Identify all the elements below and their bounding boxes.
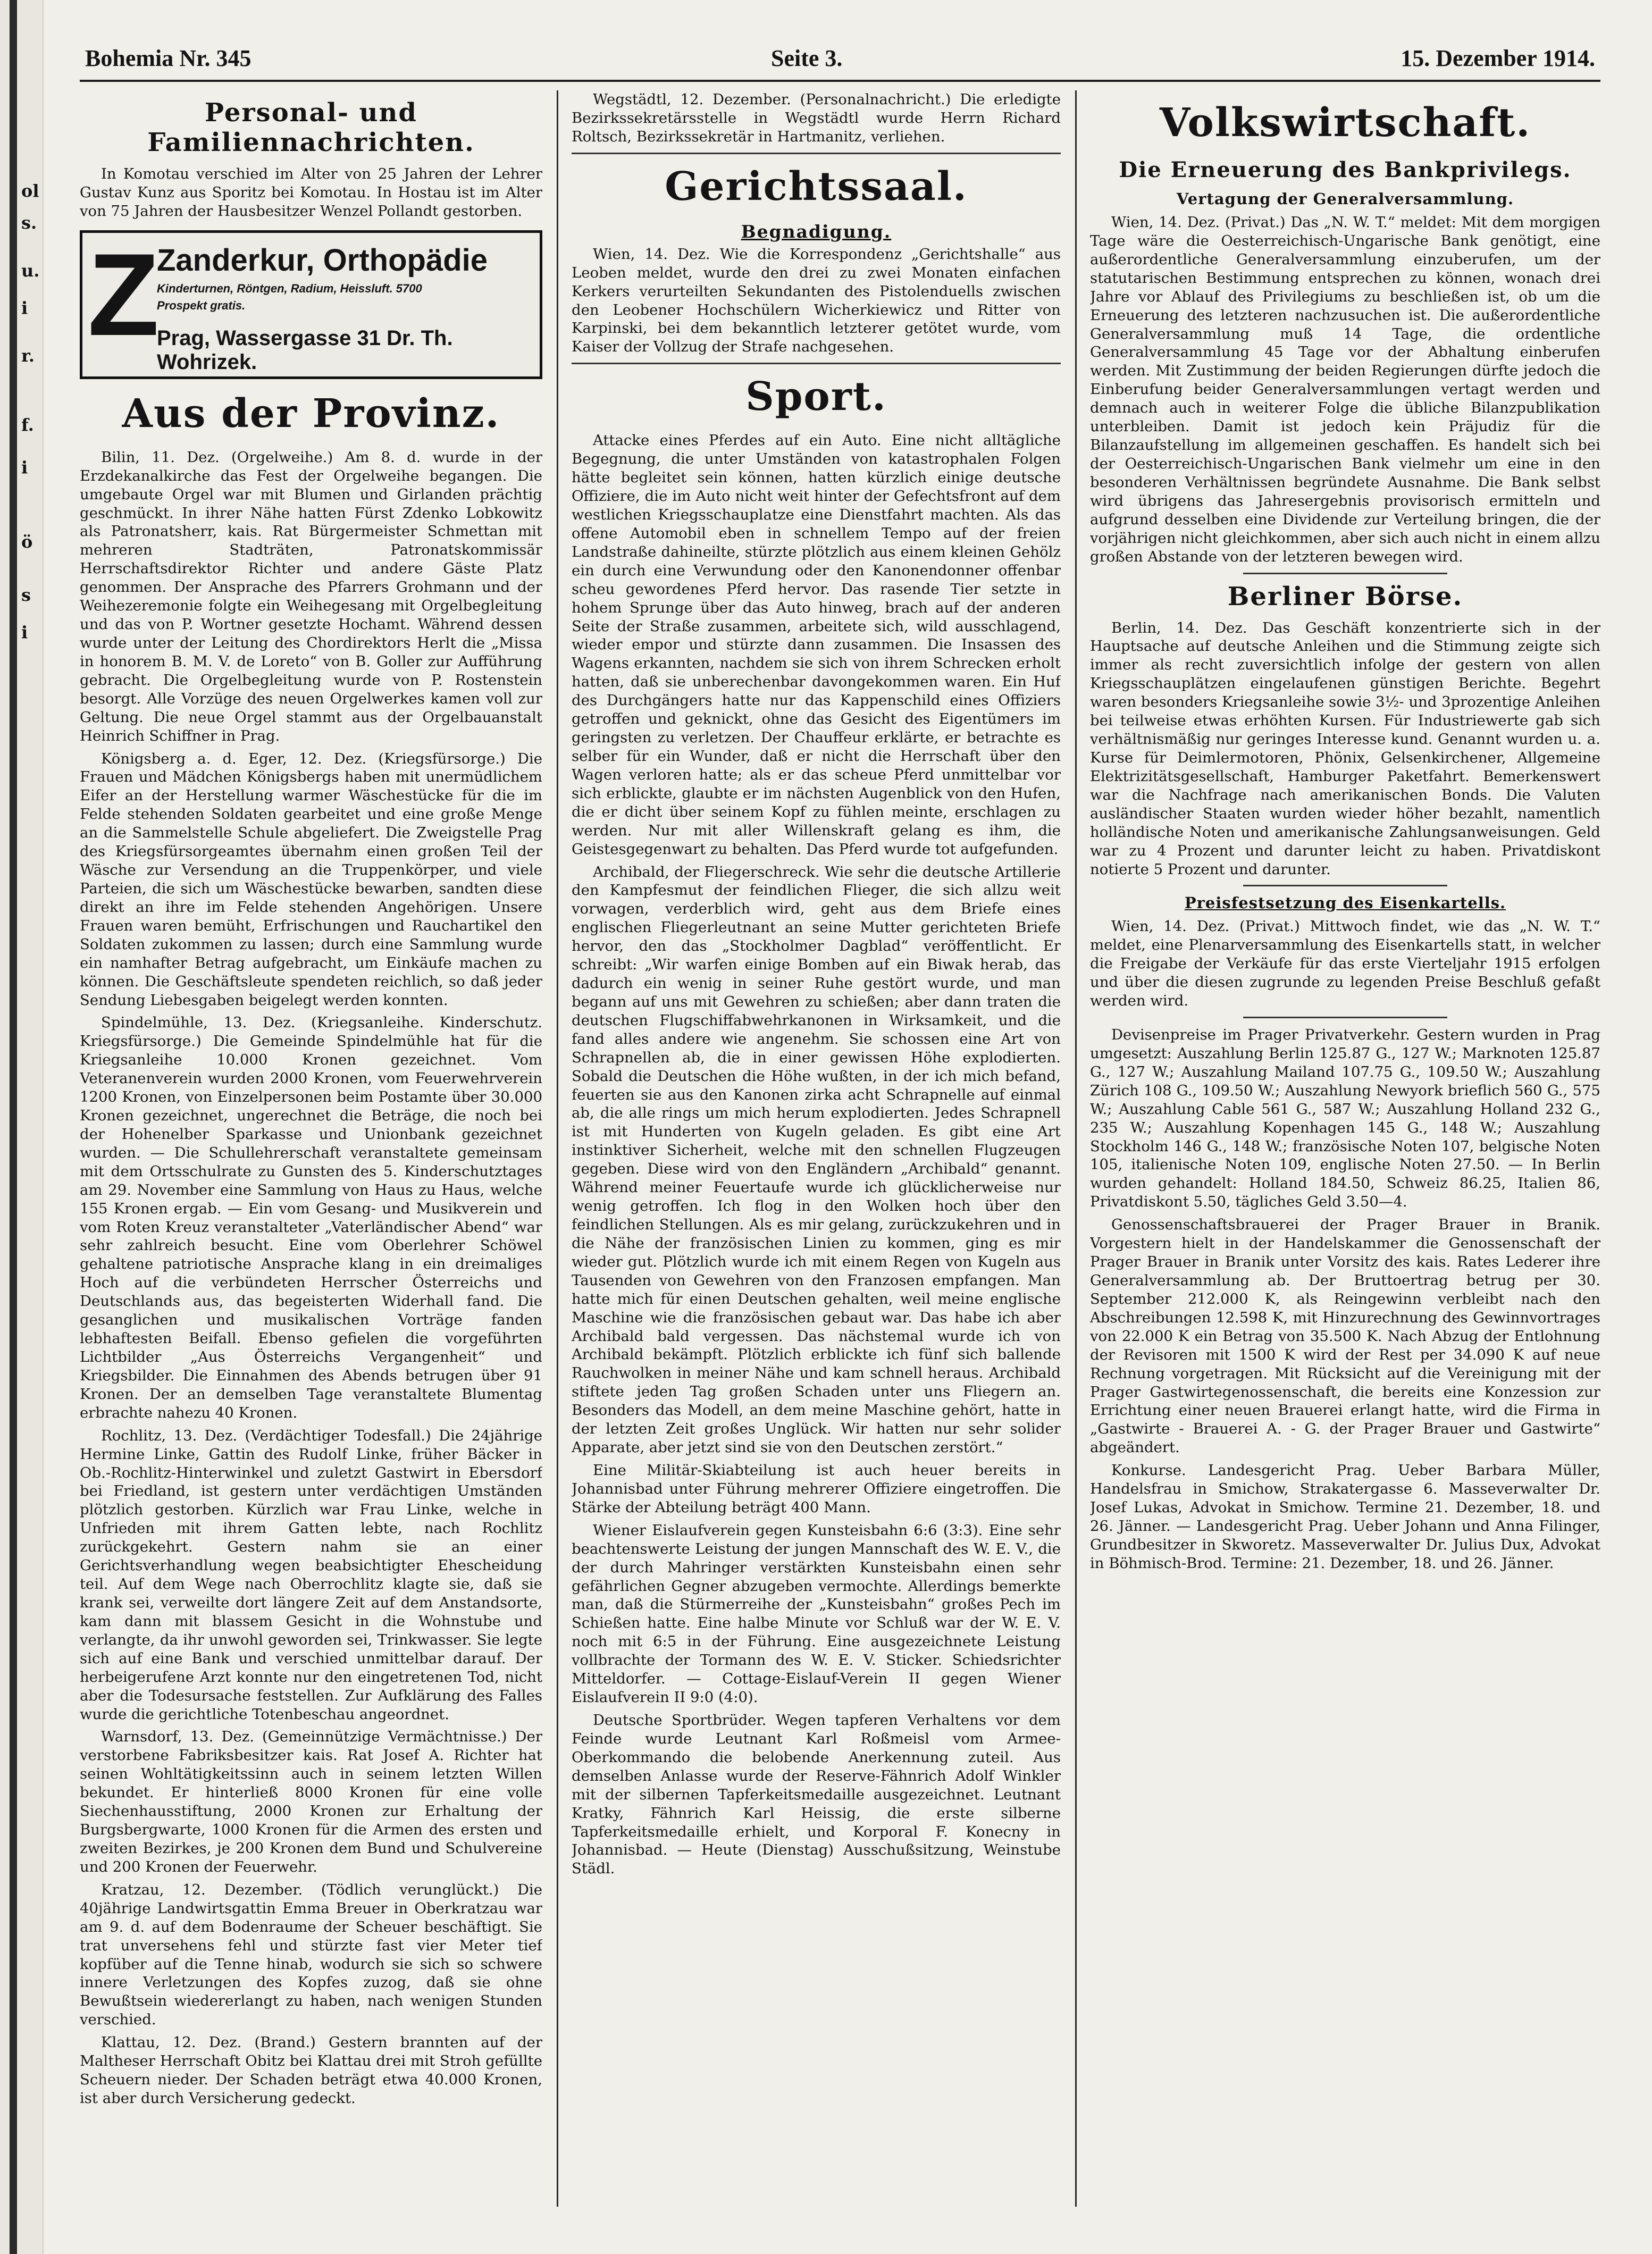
margin-fragment: f. <box>21 415 34 435</box>
margin-fragment: s. <box>21 213 37 233</box>
section-divider <box>1243 885 1447 886</box>
margin-fragment: u. <box>21 261 40 281</box>
left-page-margin <box>0 0 44 2254</box>
section-divider <box>1243 573 1447 574</box>
article-koenigsberg: Königsberg a. d. Eger, 12. Dez. (Kriegsfürsorge.) Die Frauen und Mädchen Königsbergs haben mit unermüdlichem Eifer an der Herstellung warmer Wäschestücke für die im Felde stehenden Soldaten gearbeitet und eine große Menge an die Sammelstelle Schule abgeliefert. Die Zweigstelle Prag des Kriegsfürsorgeamtes übernahm einen großen Teil der Wäsche zur Versendung an die Truppenkörper, und viele Parteien, die sich um Wäschestücke bewarben, sandten diese direkt an ihre im Felde stehenden Angehörigen. Unsere Frauen waren bemüht, Erfrischungen und Rauchartikel den Soldaten zukommen zu lassen; durch eine Sammlung wurde ein namhafter Betrag aufgebracht, um Einkäufe machen zu können. Die Geschäftsleute spendeten reichlich, so daß jeder Sendung Liebesgaben beigelegt werden konnten. <box>80 750 542 1009</box>
begnadigung-heading: Begnadigung. <box>741 221 892 242</box>
ad-initial-letter: Z <box>88 229 160 360</box>
article-eisenkartell: Wien, 14. Dez. (Privat.) Mittwoch findet, wie das „N. W. T.“ meldet, eine Plenarversammlung des Eisenkartells statt, in welcher die Freigabe der Verkäufe für das erste Vierteljahr 1915 erfolgen und über die diesen zugrunde zu legenden Preise Beschluß gefaßt werden wird. <box>1090 918 1600 1010</box>
eisenkartell-heading: Preisfestsetzung des Eisenkartells. <box>1184 894 1506 912</box>
margin-fragment: i <box>21 457 28 477</box>
article-konkurse: Konkurse. Landesgericht Prag. Ueber Barbara Müller, Handelsfrau in Smichow, Strakatergasse 6. Masseverwalter Dr. Josef Lukas, Advokat in Smichow. Termine 21. Dezember, 18. und 26. Jänner. — Landesgericht Prag. Ueber Johann und Anna Filinger, Grundbesitzer in Skworetz. Masseverwalter Dr. Julius Dux, Advokat in Böhmisch-Brod. Termine: 21. Dezember, 18. und 26. Jänner. <box>1090 1462 1600 1572</box>
margin-fragment: s <box>21 585 31 605</box>
article-berliner-boerse: Berlin, 14. Dez. Das Geschäft konzentrierte sich in der Hauptsache auf deutsche Anleihen und die Stimmung zeigte sich immer als recht zuversichtlich infolge der gestern von allen Kriegsschauplätzen eingelaufenen günstigen Berichte. Begehrt waren besonders Kriegsanleihe sowie 3½- und 3prozentige Anleihen bei teilweise etwas erhöhten Kursen. Für Industriewerte gab sich verhältnismäßig nur geringes Interesse kund. Genannt wurden u. a. Kurse für Deimlermotoren, Phönix, Gelsenkirchener, Allgemeine Elektrizitätsgesellschaft, Hamburger Paketfahrt. Bemerkenswert war die Nachfrage nach amerikanischen Bonds. Die Valuten ausländischer Staaten wurden wieder höher bezahlt, namentlich holländische Noten und amerikanische Zahlungsanweisungen. Geld war zu 4 Prozent und darunter leicht zu haben. Privatdiskont notierte 5 Prozent und darunter. <box>1090 619 1600 878</box>
margin-fragment: ö <box>21 532 33 552</box>
article-kratzau: Kratzau, 12. Dezember. (Tödlich verunglückt.) Die 40jährige Landwirtsgattin Emma Breuer in Oberkratzau war am 9. d. auf dem Bodenraume der Scheuer beschäftigt. Sie trat unversehens fehl und stürzte fast vier Meter tief kopfüber auf die Tenne hinab, wodurch sie sich so schwere innere Verletzungen des Kopfes zuzog, daß sie ohne Bewußtsein wiedererlangt zu haben, nach wenigen Stunden verschied. <box>80 1881 542 2029</box>
margin-fragment: r. <box>21 346 35 366</box>
ad-services: Kinderturnen, Röntgen, Radium, Heissluft. 5700 <box>157 281 422 295</box>
personal-text: In Komotau verschied im Alter von 25 Jahren der Lehrer Gustav Kunz aus Sporitz bei Komotau. In Hostau ist im Alter von 75 Jahren der Hausbesitzer Wenzel Pollandt gestorben. <box>80 165 542 220</box>
section-divider <box>572 363 1061 364</box>
ad-address: Prag, Wassergasse 31 Dr. Th. Wohrizek. <box>157 326 453 374</box>
column-left <box>80 90 542 2207</box>
column-rule <box>1075 90 1077 2207</box>
article-devisenpreise: Devisenpreise im Prager Privatverkehr. Gestern wurden in Prag umgesetzt: Auszahlung Berlin 125.87 G., 127 W.; Marknoten 125.87 G., 127 W.; Auszahlung Mailand 107.75 G., 109.50 W.; Auszahlung Zürich 108 G., 109.50 W.; Auszahlung Newyork brieflich 560 G., 575 W.; Auszahlung Cable 561 G., 587 W.; Auszahlung Holland 232 G., 235 W.; Auszahlung Kopenhagen 145 G., 148 W.; Auszahlung Stockholm 146 G., 148 W.; französische Noten 107, belgische Noten 105, italienische Noten 109, englische Noten 27.50. — In Berlin wurden gehandelt: Holland 184.50, Schweiz 86.25, Italien 86, Privatdiskont 5.50, tägliches Geld 3.50—4. <box>1090 1026 1600 1211</box>
article-klattau: Klattau, 12. Dez. (Brand.) Gestern brannten auf der Maltheser Herrschaft Obitz bei Klattau drei mit Stroh gefüllte Scheuern nieder. Der Schaden beträgt etwa 40.000 Kronen, ist aber durch Versicherung gedeckt. <box>80 2034 542 2107</box>
berliner-boerse-heading: Berliner Börse. <box>1227 581 1463 611</box>
bankprivileg-heading: Die Erneuerung des Bankprivilegs. <box>1119 157 1572 182</box>
provinz-heading: Aus der Provinz. <box>122 390 500 437</box>
personal-heading: Personal- und Familiennachrichten. <box>147 98 475 157</box>
article-warnsdorf: Warnsdorf, 13. Dez. (Gemeinnützige Vermächtnisse.) Der verstorbene Fabriksbesitzer kais. Rat Josef A. Richter hat seinen Wohltätigkeitssinn auch in seinem letzten Willen bekundet. Er hinterließ 8000 Kronen für eine volle Siechenhausstiftung, 2000 Kronen zur Erhaltung der Burgsbergwarte, 1000 Kronen für die Armen des ersten und zweiten Bezirkes, je 200 Kronen dem Bund und Schulvereine und 200 Kronen der Feuerwehr. <box>80 1728 542 1875</box>
article-rochlitz: Rochlitz, 13. Dez. (Verdächtiger Todesfall.) Die 24jährige Hermine Linke, Gattin des Rudolf Linke, früher Bäcker in Ob.-Rochlitz-Hinterwinkel und zuletzt Gastwirt in Ebersdorf bei Friedland, ist gestern unter verdächtigen Umständen plötzlich gestorben. Kürzlich war Frau Linke, welche in Unfrieden mit ihrem Gatten lebte, nach Rochlitz zurückgekehrt. Gestern nahm sie an einer Gerichtsverhandlung wegen beabsichtigter Ehescheidung teil. Auf dem Wege nach Oberrochlitz klagte sie, daß sie krank sei, verweilte dort längere Zeit auf dem Anstandsorte, kam dann mit blassem Gesicht in die Wohnstube und verlangte, da ihr unwohl geworden sei, Trinkwasser. Sie legte sich auf eine Bank und verschied unmittelbar darauf. Der herbeigerufene Arzt konnte nur den eingetretenen Tod, nicht aber die Todesursache feststellen. Zur Aufklärung des Falles wurde die gerichtliche Totenbeschau angeordnet. <box>80 1427 542 1723</box>
article-genossenschaftsbrauerei: Genossenschaftsbrauerei der Prager Brauer in Branik. Vorgestern hielt in der Handelskammer die Genossenschaft der Prager Brauer in Branik unter Vorsitz des kais. Rates Lederer ihre Generalversammlung ab. Der Bruttoertrag betrug per 30. September 212.000 K, als Reingewinn verbleibt nach den Abschreibungen 12.598 K, mit Hinzurechnung des Gewinnvortrages von 22.000 K ein Betrag von 35.500 K. Nach Abzug der Entlohnung der Revisoren mit 1500 K wird der Rest per 34.090 K auf neue Rechnung vorgetragen. Mit Rücksicht auf die Vereinigung mit der Prager Gastwirtegenossenschaft, die bereits eine Konzession zur Errichtung einer neuen Brauerei erlangt hatte, wird die Firma in „Gastwirte - Brauerei A. - G. der Prager Brauer und Gastwirte“ abgeändert. <box>1090 1216 1600 1456</box>
section-divider <box>572 153 1061 154</box>
article-spindelmuehle: Spindelmühle, 13. Dez. (Kriegsanleihe. Kinderschutz. Kriegsfürsorge.) Die Gemeinde Spindelmühle hat für die Kriegsanleihe 10.000 Kronen gezeichnet. Vom Veteranenverein wurden 2000 Kronen, vom Feuerwehrverein 1200 Kronen, von Einzelpersonen beim Postamte über 30.000 Kronen gezeichnet, ungerechnet die Beträge, die noch bei der Hohenelber Sparkasse und Unionbank gezeichnet wurden. — Die Schullehrerschaft veranstaltete gemeinsam mit dem Ortsschulrate zu Gunsten des 5. Kinderschutztages am 29. November eine Sammlung von Haus zu Haus, welche 155 Kronen ergab. — Ein vom Gesang- und Musikverein und vom Roten Kreuz veranstalteter „Vaterländischer Abend“ war sehr zahlreich besucht. Eine vom Oberlehrer Schöwel gehaltene patriotische Ansprache klang in ein dreimaliges Hoch auf die verbündeten Herrscher Österreichs und Deutschlands aus, das begeisterten Widerhall fand. Die gesanglichen und musikalischen Vorträge fanden lebhaftesten Beifall. Ebenso gefielen die vorgeführten Lichtbilder „Aus Österreichs Vergangenheit“ und Kriegsbilder. Die Einnahmen des Abends betrugen über 91 Kronen. Der an demselben Tage veranstaltete Blumentag erbrachte nahezu 40 Kronen. <box>80 1014 542 1421</box>
article-bilin: Bilin, 11. Dez. (Orgelweihe.) Am 8. d. wurde in der Erzdekanalkirche das Fest der Orgelweihe begangen. Die umgebaute Orgel war mit Blumen und Girlanden prächtig geschmückt. In ihrer Nähe hatten Fürst Zdenko Lobkowitz als Patronatsherr, kais. Rat Bürgermeister Schmettan mit mehreren Stadträten, Patronatskommissär Herrschaftsdirektor Richter und andere Gäste Platz genommen. Der Ansprache des Pfarrers Grohmann und der Weihezeremonie folgte ein Weihegesang mit Orgelbegleitung und das von P. Wortner gesetzte Hochamt. Während dessen wurde unter der Leitung des Chordirektors Herlt die „Missa in honorem B. M. V. de Loreto“ von B. Goller zur Aufführung gebracht. Die Orgelbegleitung wurde von P. Rostenstein besorgt. Alle Vorzüge des neuen Orgelwerkes kamen voll zur Geltung. Die neue Orgel stammt aus der Orgelbauanstalt Heinrich Schiffner in Prag. <box>80 448 542 744</box>
volkswirtschaft-heading: Volkswirtschaft. <box>1159 100 1531 146</box>
article-attacke-pferd: Attacke eines Pferdes auf ein Auto. Eine nicht alltägliche Begegnung, die unter Umständen von katastrophalen Folgen hätte begleitet sein können, hatten kürzlich einige deutsche Offiziere, die im Auto nicht weit hinter der Gefechtsfront auf dem westlichen Kriegsschauplatze eine Dienstfahrt machten. Als das offene Automobil eben in schnellem Tempo auf der freien Landstraße dahineilte, stürzte plötzlich aus einem kleinen Gehölz ein durch eine Verwundung oder den Kanonendonner offenbar scheu gewordenes Pferd hervor. Das rasende Tier setzte in hohem Sprunge über das Auto hinweg, brach auf der anderen Seite der Straße zusammen, arbeitete sich, wild ausschlagend, wieder empor und stürzte dann zusammen. Die Insassen des Wagens erkannten, nachdem sie sich von ihrem Schrecken erholt hatten, daß sie unberechenbar davongekommen waren. Ein Huf des Durchgängers hatte nur das Kappenschild eines Offiziers getroffen und geknickt, ohne das Gesicht des Eigentümers im geringsten zu verletzen. Der Chauffeur erklärte, er betrachte es selber für ein Wunder, daß er nicht die Herrschaft über den Wagen verloren hatte; als er das scheue Pferd unmittelbar vor sich erblickte, glaubte er im nächsten Augenblick von den Hufen, die er dicht über seinem Kopf zu fühlen meinte, erschlagen zu werden. Nur mit aller Willenskraft gelang es ihm, die Geistesgegenwart zu behalten. Das Pferd wurde tot aufgefunden. <box>572 432 1061 858</box>
article-begnadigung: Wien, 14. Dez. Wie die Korrespondenz „Gerichtshalle“ aus Leoben meldet, wurde den drei zu zwei Monaten einfachen Kerkers verurteilten Sekundanten des Pistolenduells zwischen den Leobener Hochschülern Wicherkiewicz und Ritter von Karpinski, bei dem bekanntlich letzterer getötet wurde, vom Kaiser der Vollzug der Strafe nachgesehen. <box>572 245 1061 356</box>
column-middle <box>572 90 1061 2207</box>
margin-fragment: i <box>21 298 28 318</box>
page-header <box>80 37 1600 82</box>
article-archibald: Archibald, der Fliegerschreck. Wie sehr die deutsche Artillerie den Kampfesmut der feindlichen Flieger, die sich allzu weit vorwagen, verderblich wird, geht aus dem Briefe eines englischen Fliegerleutnant an seine Mutter gerichteten Briefe hervor, den das „Stockholmer Dagblad“ veröffentlicht. Er schreibt: „Wir warfen einige Bomben auf ein Biwak herab, das dadurch ein wenig in seiner Ruhe gestört wurde, und man begann auf uns mit Gewehren zu schießen; aber dann traten die deutschen Flugschiffabwehrkanonen in Wirksamkeit, und die fand alles andere wie angenehm. Sie schossen eine Art von Schrapnellen ab, die in einer gewissen Höhe explodierten. Sobald die Deutschen die Höhe wußten, in der ich mich befand, feuerten sie aus den Kanonen zirka acht Schrapnelle auf einmal ab, die alle rings um mich herum explodierten. Jedes Schrapnell ist mit Hunderten von Kugeln geladen. Es gibt eine Art instinktiver Sicherheit, welche mit den schnellen Flugzeugen gegeben. Diese wird von den Engländern „Archibald“ genannt. Während meiner Feuertaufe wurde ich glücklicherweise nur wenig getroffen. Ich flog in den Wolken hoch über den feindlichen Stellungen. Als es mir gelang, zurückzukehren und in die Nähe der französischen Linien zu kommen, ging es mir wieder gut. Plötzlich wurde ich mit einem Regen von Kugeln aus Tausenden von Gewehren von den Franzosen empfangen. Man hatte mich für einen Deutschen gehalten, weil meine englische Maschine wie die französischen gebaut war. Das habe ich aber Archibald bald vergessen. Das nächstemal wurde ich von Archibald bekämpft. Plötzlich erblickte ich fünf sich ballende Rauchwolken in meiner Nähe und kam schnell heraus. Archibald stiftete jeden Tag großen Schaden unter uns Fliegern an. Besonders das Modell, an dem meine Maschine gehört, hatte in der letzten Zeit großes Unglück. Wir hatten nur sehr solider Apparate, aber jetzt sind sie von den Deutschen zerstört.“ <box>572 863 1061 1456</box>
article-wegstaedtl: Wegstädtl, 12. Dezember. (Personalnachricht.) Die erledigte Bezirkssekretärsstelle in Wegstädtl wurde Herrn Richard Roltsch, Bezirkssekretär in Hartmanitz, verliehen. <box>572 91 1061 145</box>
column-rule <box>557 90 558 2207</box>
advertisement-box <box>80 230 542 379</box>
ad-prospekt: Prospekt gratis. <box>157 298 246 312</box>
page-number: Seite 3. <box>771 45 843 71</box>
article-sportbrueder: Deutsche Sportbrüder. Wegen tapferen Verhaltens vor dem Feinde wurde Leutnant Karl Roßmeisl vom Armee-Oberkommando die belobende Anerkennung zuteil. Aus demselben Anlasse wurde der Reserve-Fähnrich Adolf Winkler mit der silbernen Tapferkeitsmedaille ausgezeichnet. Leutnant Kratky, Fähnrich Karl Heissig, die erste silberne Tapferkeitsmedaille erhielt, und Korporal F. Konecny in Johannisbad. — Heute (Dienstag) Ausschußsitzung, Weinstube Städl. <box>572 1711 1061 1878</box>
margin-fragment: ol <box>21 181 39 201</box>
article-ski-abteilung: Eine Militär-Skiabteilung ist auch heuer bereits in Johannisbad unter Führung mehrerer Offiziere eingetroffen. Die Stärke der Abteilung beträgt 400 Mann. <box>572 1462 1061 1516</box>
article-bankprivileg: Wien, 14. Dez. (Privat.) Das „N. W. T.“ meldet: Mit dem morgigen Tage wäre die Oesterreichisch-Ungarische Bank genötigt, eine außerordentliche Generalversammlung einzuberufen, um der statutarischen Bestimmung entsprechen zu können, wonach drei Jahre vor Ablauf des Privilegiums zu beschließen ist, ob um die Erneuerung des letzteren nachzusuchen ist. Die außerordentliche Generalversammlung muß 14 Tage, die ordentliche Generalversammlung 45 Tage vor der Abhaltung einberufen werden. Mit Zustimmung der beiden Regierungen dürfte jedoch die Einberufung beider Generalversammlungen vertagt werden und demnach auch in weiterer Folge die übliche Bilanzpublikation unterbleiben. Damit ist jedoch kein Präjudiz für die Bilanzaufstellung im allgemeinen geschaffen. Es handelt sich bei der Oesterreichisch-Ungarischen Bank vielmehr um eine in den besonderen Verhältnissen begründete Ausnahme. Die Bank selbst wird übrigens das Jahresergebnis provisorisch ermitteln und aufgrund desselben eine Dividende zur Verteilung bringen, die der vorjährigen nicht gleichkommen, aber sich auch nicht in einem allzu großen Abstande von der letzteren bewegen wird. <box>1090 214 1600 565</box>
article-eislaufverein: Wiener Eislaufverein gegen Kunsteisbahn 6:6 (3:3). Eine sehr beachtenswerte Leistung der jungen Mannschaft des W. E. V., die der durch Mahringer verstärkten Kunsteisbahn einen sehr gefährlichen Gegner abzugeben vermochte. Allerdings bemerkte man, daß die Stürmerreihe der „Kunsteisbahn“ großes Pech im Schießen hatte. Eine halbe Minute vor Schluß war der W. E. V. noch mit 6:5 in der Führung. Eine ausgezeichnete Leistung vollbrachte der Tormann des W. E. V. Sticker. Schiedsrichter Mitteldorfer. — Cottage-Eislauf-Verein II gegen Wiener Eislaufverein II 9:0 (4:0). <box>572 1521 1061 1706</box>
bankprivileg-subheading: Vertagung der Generalversammlung. <box>1176 190 1514 208</box>
issue-date: 15. Dezember 1914. <box>1401 45 1595 71</box>
issue-number: Bohemia Nr. 345 <box>85 45 251 71</box>
sport-heading: Sport. <box>745 374 887 420</box>
ad-title: Zanderkur, Orthopädie <box>157 242 488 278</box>
column-right <box>1090 90 1600 2207</box>
margin-fragment: i <box>21 622 28 642</box>
gerichtssaal-heading: Gerichtssaal. <box>665 163 968 210</box>
binding-edge <box>10 0 17 2254</box>
section-divider <box>1243 1017 1447 1018</box>
newspaper-page <box>80 37 1600 2223</box>
